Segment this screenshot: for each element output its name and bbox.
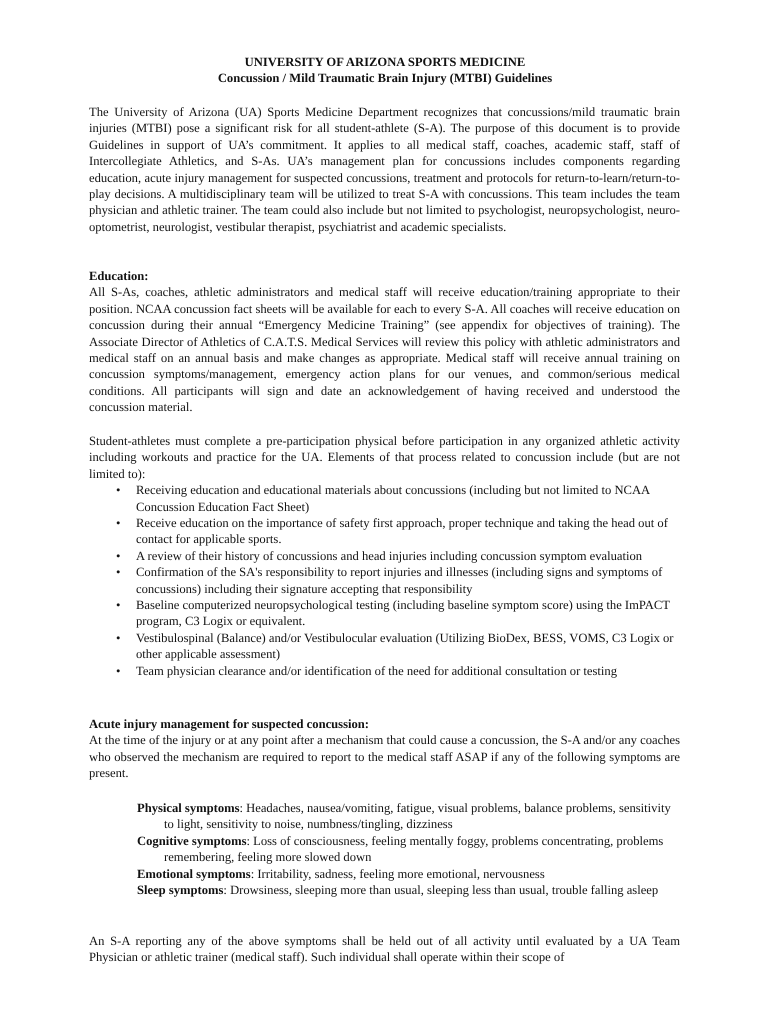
title-line-1: UNIVERSITY OF ARIZONA SPORTS MEDICINE	[244, 55, 526, 69]
symptom-text: : Headaches, nausea/vomiting, fatigue, visual problems, balance problems, sensitivity to light, sensitivity to noise, numbness/tingling, dizziness	[164, 801, 671, 832]
title-line-2: Concussion / Mild Traumatic Brain Injury (MTBI) Guidelines	[217, 71, 553, 86]
list-item-text: Receiving education and educational materials about concussions (including but not limited to NCAA Concussion Education Fact Sheet)	[136, 483, 650, 514]
bullet-icon: •	[116, 630, 121, 645]
preparticipation-section	[89, 433, 680, 679]
acute-heading: Acute injury management for suspected concussion:	[89, 717, 369, 731]
symptom-item-sleep	[137, 882, 682, 898]
symptom-label: Emotional symptoms	[137, 866, 251, 881]
preparticipation-intro: Student-athletes must complete a pre-participation physical before participation in any organized athletic activity including workouts and practice for the UA. Elements of that process related to concussion include (but are not limited to):	[89, 434, 680, 481]
symptom-text: : Loss of consciousness, feeling mentally foggy, problems concentrating, problems remembering, feeling more slowed down	[164, 833, 664, 865]
list-item-text: A review of their history of concussions and head injuries including concussion symptom evaluation	[136, 548, 643, 563]
list-item-text: Confirmation of the SA's responsibility to report injuries and illnesses (including signs and symptoms of concussions) including their signature accepting that responsibility	[136, 565, 663, 596]
list-item	[89, 630, 680, 663]
acute-paragraph: At the time of the injury or at any point after a mechanism that could cause a concussion, the S-A and/or any coaches who observed the mechanism are required to report to the medical staff ASAP if any of the following symptoms are present.	[89, 733, 680, 781]
symptom-item-cognitive	[137, 833, 682, 866]
list-item-text: Team physician clearance and/or identification of the need for additional consultation or testing	[136, 663, 618, 678]
education-section	[89, 268, 680, 416]
intro-paragraph-block	[89, 104, 680, 235]
symptom-text: : Drowsiness, sleeping more than usual, sleeping less than usual, trouble falling asleep	[223, 883, 659, 898]
closing-paragraph: An S-A reporting any of the above symptoms shall be held out of all activity until evaluated by a UA Team Physician or athletic trainer (medical staff). Such individual shall operate within their scope of	[89, 934, 680, 965]
list-item-text: Baseline computerized neuropsychological testing (including baseline symptom score) using the ImPACT program, C3 Logix or equivalent.	[136, 598, 670, 629]
closing-paragraph-block	[89, 933, 680, 966]
list-item	[89, 482, 680, 515]
bullet-icon: •	[116, 548, 121, 563]
list-item	[89, 564, 680, 597]
list-item-text: Vestibulospinal (Balance) and/or Vestibulocular evaluation (Utilizing BioDex, BESS, VOMS, C3 Logix or other applicable assessment)	[136, 630, 674, 662]
preparticipation-list	[89, 482, 680, 679]
bullet-icon: •	[116, 516, 121, 531]
list-item	[89, 597, 680, 630]
list-item	[89, 663, 680, 679]
symptom-item-emotional	[137, 866, 682, 882]
list-item	[89, 515, 680, 548]
symptom-label: Physical symptoms	[137, 801, 240, 815]
symptom-list	[137, 800, 682, 898]
list-item	[89, 548, 680, 564]
bullet-icon: •	[116, 663, 121, 678]
education-heading: Education:	[89, 269, 149, 283]
document-title	[0, 54, 770, 87]
symptom-label: Sleep symptoms	[137, 883, 224, 898]
bullet-icon: •	[116, 565, 121, 580]
list-item-text: Receive education on the importance of safety first approach, proper technique and taking the head out of contact for applicable sports.	[136, 516, 668, 547]
symptom-item-physical	[137, 800, 682, 833]
symptom-text: : Irritability, sadness, feeling more emotional, nervousness	[250, 866, 545, 881]
education-paragraph: All S-As, coaches, athletic administrators and medical staff will receive education/training appropriate to their position. NCAA concussion fact sheets will be available for each to every S-A. All coaches will receive education on concussion during their annual “Emergency Medicine Training” (see appendix for objectives of training). The Associate Director of Athletics of C.A.T.S. Medical Services will review this policy with athletic administrators and medical staff on an annual basis and make changes as appropriate. Medical staff will receive annual training on concussion symptoms/management, emergency action plans for our venues, and common/serious medical conditions. All participants will sign and date an acknowledgement of having received and understood the concussion material.	[89, 285, 680, 415]
symptom-label: Cognitive symptoms	[137, 833, 247, 848]
intro-paragraph: The University of Arizona (UA) Sports Medicine Department recognizes that concussions/mild traumatic brain injuries (MTBI) pose a significant risk for all student-athlete (S-A). The purpose of this document is to provide Guidelines in support of UA’s commitment. It applies to all medical staff, coaches, academic staff, staff of Intercollegiate Athletics, and S-As. UA’s management plan for concussions includes components regarding education, acute injury management for suspected concussions, treatment and protocols for return-to-learn/return-to-play decisions. A multidisciplinary team will be utilized to treat S-A with concussions. This team includes the team physician and athletic trainer. The team could also include but not limited to psychologist, neuropsychologist, neuro-optometrist, neurologist, vestibular therapist, psychiatrist and academic specialists.	[89, 105, 680, 234]
bullet-icon: •	[116, 483, 121, 498]
bullet-icon: •	[116, 598, 121, 613]
acute-management-section	[89, 716, 680, 782]
